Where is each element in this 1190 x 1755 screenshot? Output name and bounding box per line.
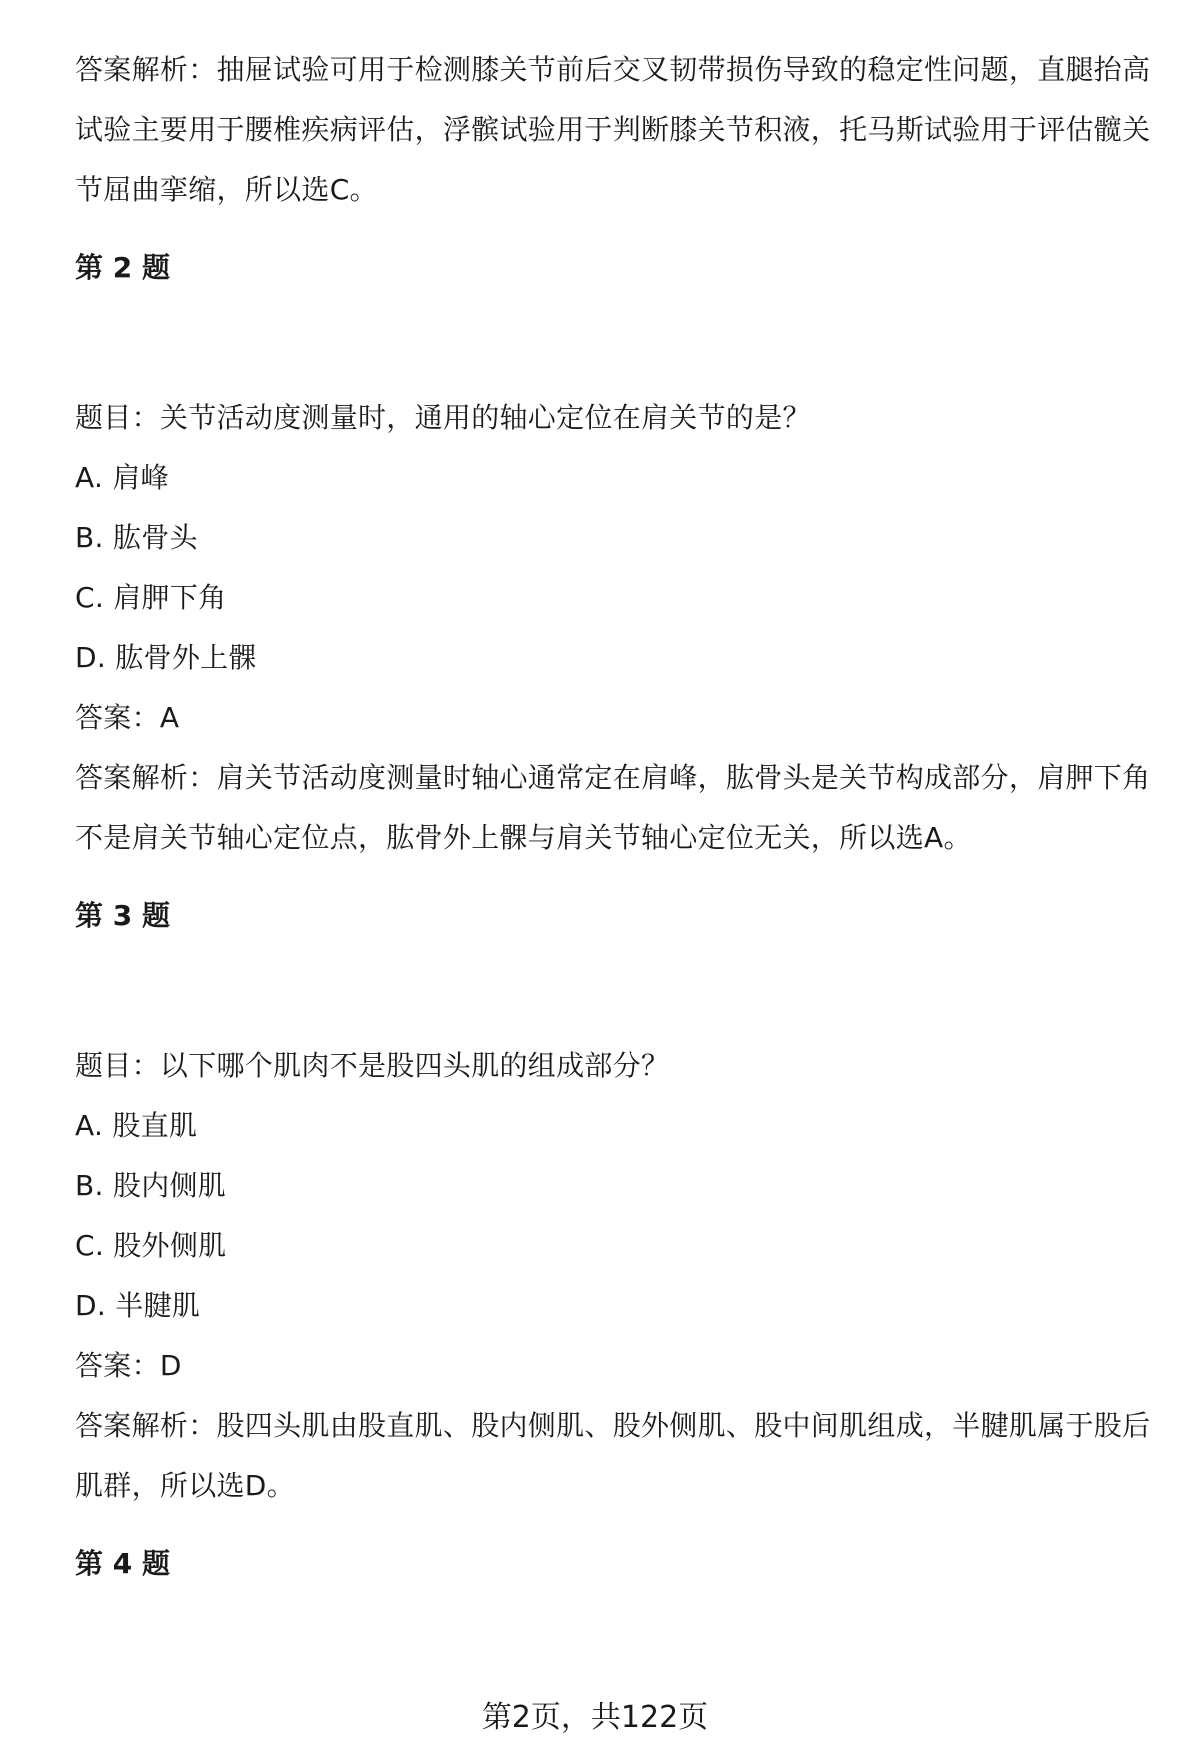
question-2-stem: 题目：关节活动度测量时，通用的轴心定位在肩关节的是？: [75, 401, 811, 434]
question-3-stem: 题目：以下哪个肌肉不是股四头肌的组成部分？: [75, 1049, 670, 1082]
spacer: [75, 946, 1175, 1036]
question-2-option-a: A. 肩峰: [75, 461, 169, 494]
question-2-option-c: C. 肩胛下角: [75, 581, 227, 614]
page-footer: 第2页，共122页: [481, 1700, 709, 1735]
question-4-heading: 第 4 题: [75, 1547, 170, 1580]
question-3-option-d: D. 半腱肌: [75, 1289, 201, 1322]
question-2-option-b: B. 肱骨头: [75, 521, 198, 554]
question-3-heading: 第 3 题: [75, 899, 170, 932]
question-3-explanation: 答案解析：股四头肌由股直肌、股内侧肌、股外侧肌、股中间肌组成，半腱肌属于股后肌群，所以选D。: [75, 1409, 1151, 1502]
question-2-heading: 第 2 题: [75, 251, 170, 284]
question-2-explanation: 答案解析：肩关节活动度测量时轴心通常定在肩峰，肱骨头是关节构成部分，肩胛下角不是肩关节轴心定位点，肱骨外上髁与肩关节轴心定位无关，所以选A。: [75, 761, 1151, 854]
spacer: [75, 298, 1175, 388]
question-3-option-c: C. 股外侧肌: [75, 1229, 227, 1262]
question-2-option-d: D. 肱骨外上髁: [75, 641, 257, 674]
question-3-option-b: B. 股内侧肌: [75, 1169, 227, 1202]
prev-explanation: 答案解析：抽屉试验可用于检测膝关节前后交叉韧带损伤导致的稳定性问题，直腿抬高试验主要用于腰椎疾病评估，浮髌试验用于判断膝关节积液，托马斯试验用于评估髋关节屈曲挛缩，所以选C。: [75, 53, 1151, 206]
question-3-answer: 答案：D: [75, 1349, 182, 1382]
question-3-option-a: A. 股直肌: [75, 1109, 198, 1142]
question-2-answer: 答案：A: [75, 701, 180, 734]
page-content: [75, 40, 1175, 1594]
